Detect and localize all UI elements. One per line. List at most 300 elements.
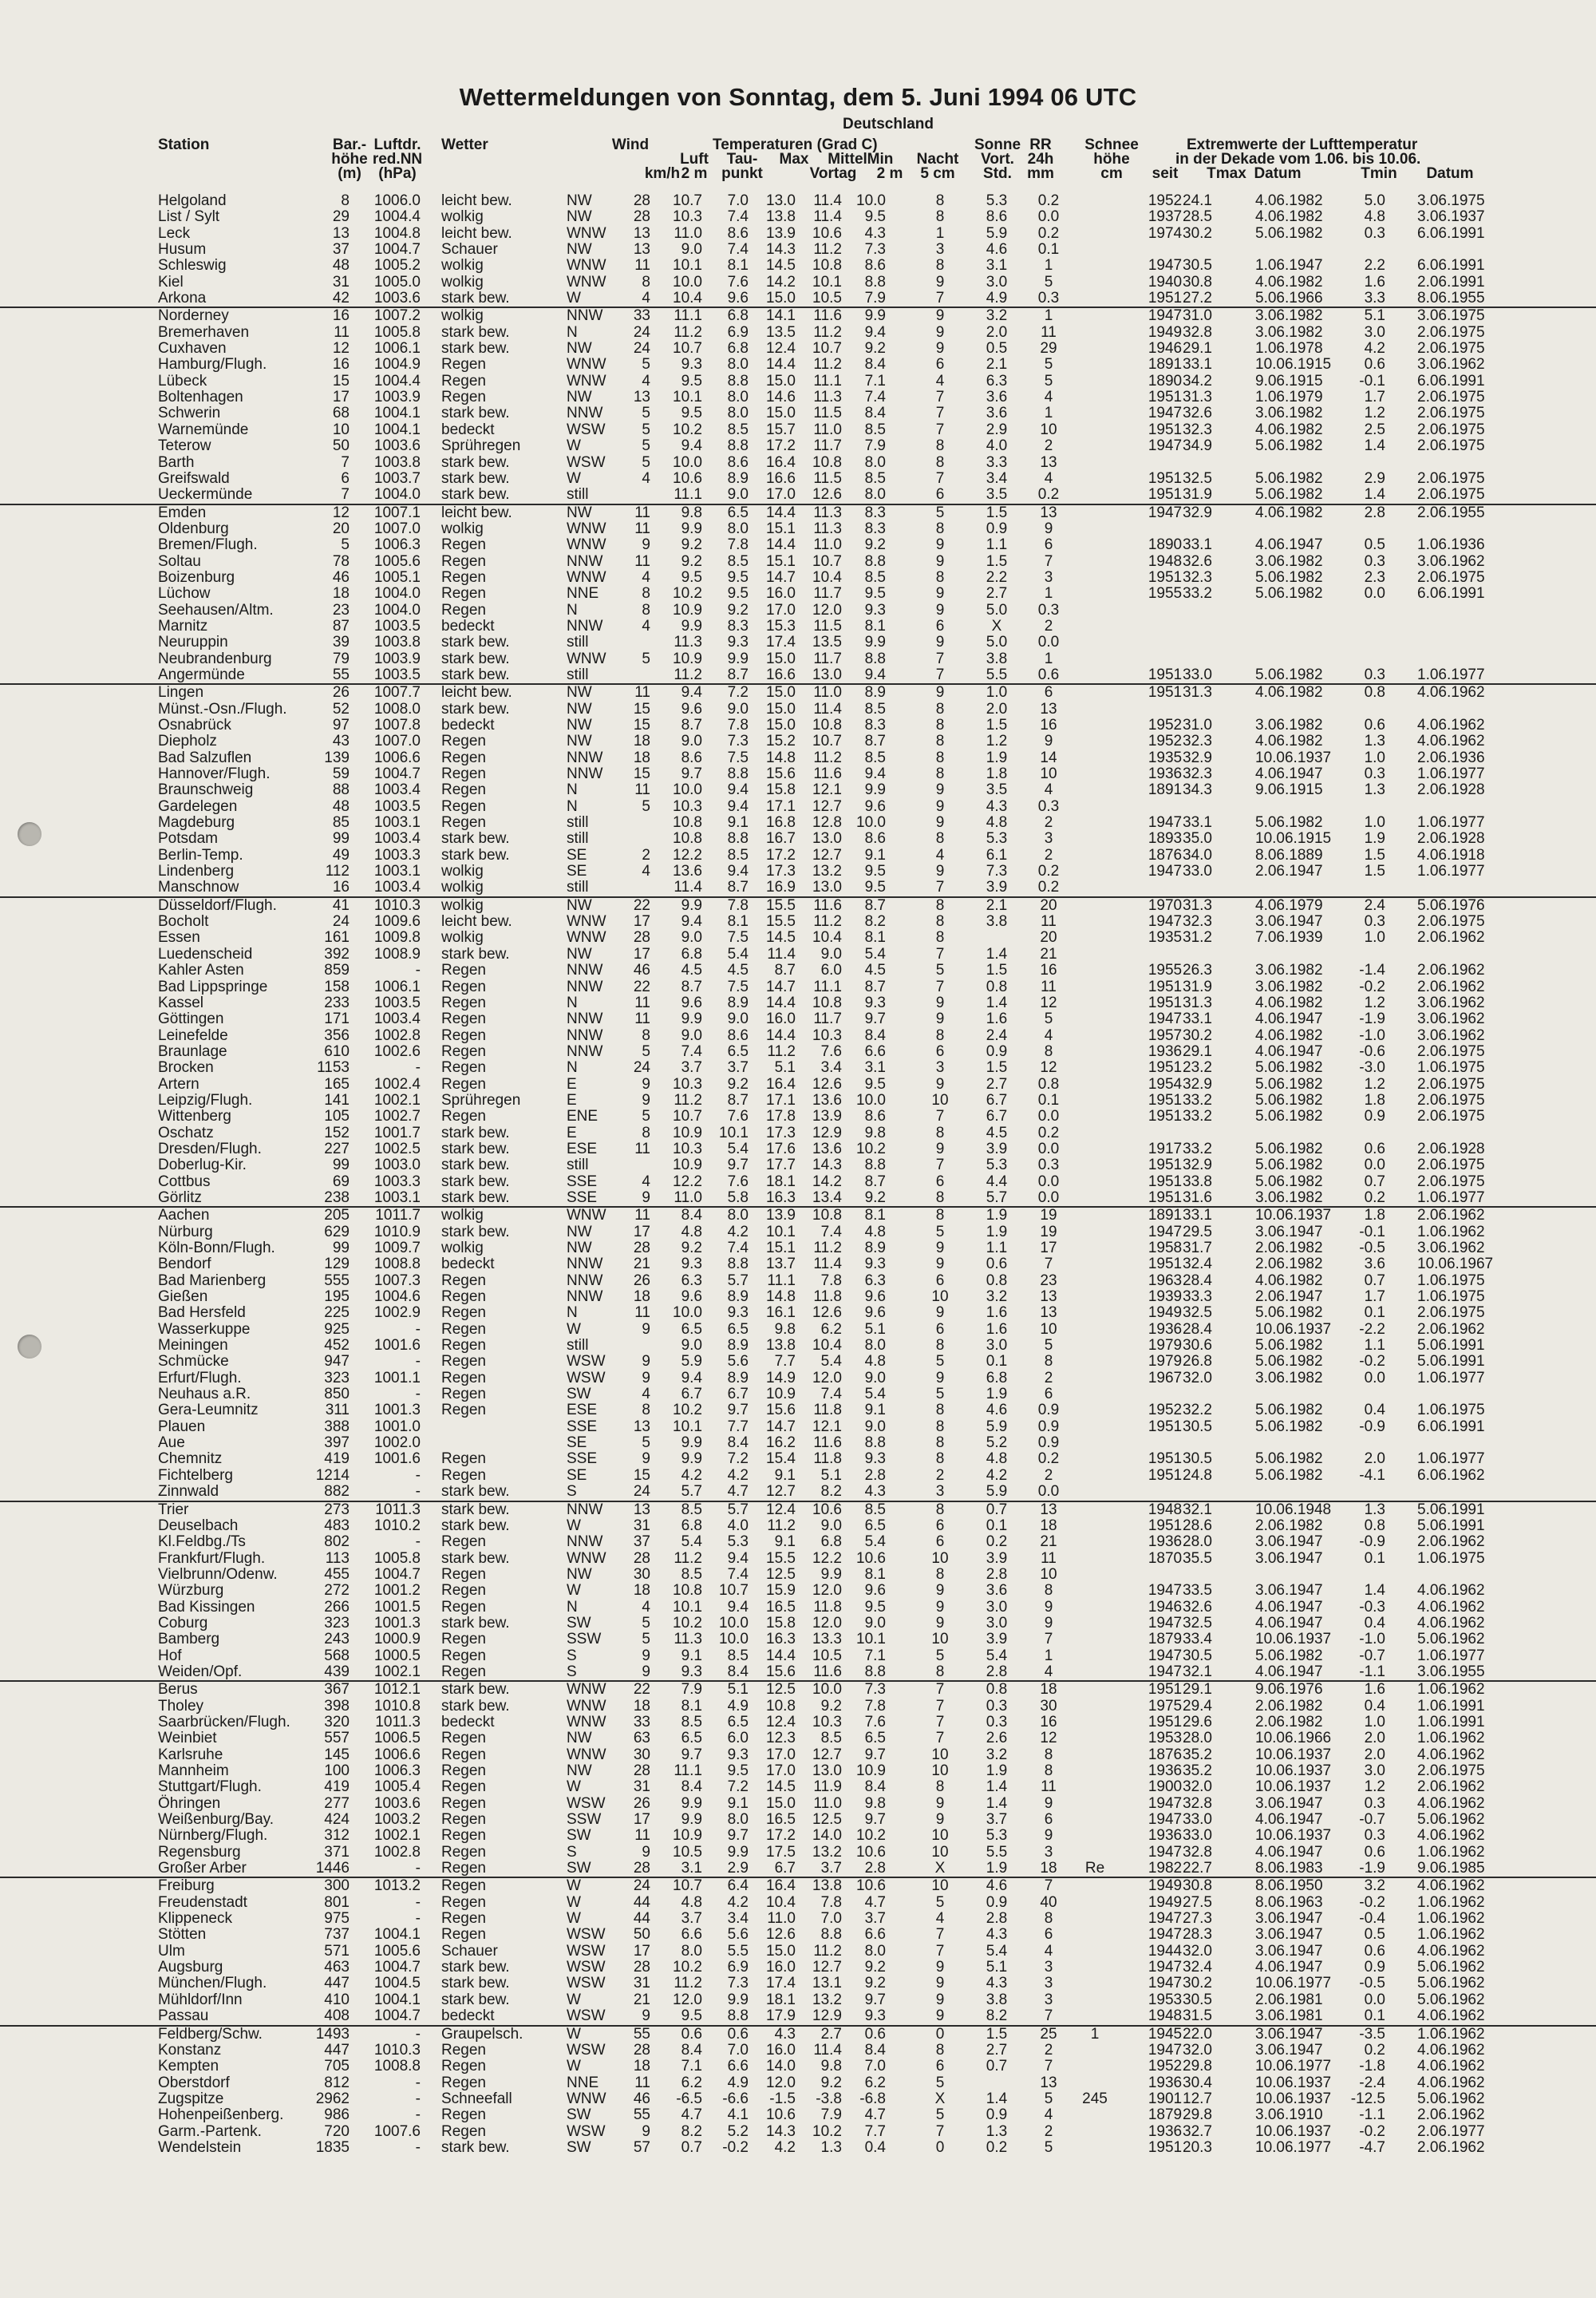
cell-wind-speed: 55 (633, 2106, 650, 2124)
cell-seit: 1937 (1148, 208, 1183, 226)
table-row (0, 405, 1596, 421)
cell-rr: 0.3 (1037, 290, 1060, 307)
cell-luftdruck: 1003.4 (373, 830, 421, 848)
cell-wind-speed: 4 (642, 372, 650, 390)
cell-tmax: 31.7 (1183, 1240, 1212, 1256)
cell-taupunkt: 9.9 (727, 650, 749, 667)
cell-seit: 1940 (1148, 273, 1183, 291)
cell-tmin-datum: 6.06.1991 (1417, 257, 1485, 275)
cell-luftdruck: 1001.0 (373, 1418, 421, 1435)
cell-mittel: 10.7 (812, 733, 842, 750)
cell-wetter: stark bew. (441, 1223, 510, 1240)
cell-station: Freudenstadt (158, 1893, 247, 1911)
cell-tmax-datum: 5.06.1982 (1255, 1173, 1323, 1190)
cell-tmax: 32.6 (1183, 552, 1212, 570)
cell-luft: 10.2 (673, 1402, 702, 1419)
cell-sonne: 8.2 (986, 2007, 1008, 2025)
table-row (0, 750, 1596, 766)
cell-wind-speed: 8 (642, 273, 650, 291)
table-row (0, 1502, 1596, 1518)
cell-mittel: 7.8 (820, 1893, 842, 1911)
cell-luftdruck: 1010.2 (373, 1517, 421, 1534)
cell-tmin-datum: 2.06.1975 (1417, 913, 1485, 931)
cell-tmin: 0.1 (1364, 2007, 1385, 2025)
cell-sonne: 0.2 (986, 2138, 1008, 2156)
cell-luftdruck: 1010.3 (373, 896, 421, 914)
cell-tmax: 33.0 (1183, 1811, 1212, 1829)
cell-wind-speed: 63 (633, 1730, 650, 1747)
cell-rr: 5 (1044, 2138, 1053, 2156)
cell-wetter: Regen (441, 2106, 486, 2124)
cell-station: Aue (158, 1434, 185, 1452)
cell-bar-hoehe: 812 (324, 2074, 350, 2091)
cell-tmin-datum: 1.06.1975 (1417, 1272, 1485, 1289)
cell-station: Göttingen (158, 1011, 224, 1028)
cell-nacht: 3 (935, 1059, 945, 1077)
cell-luftdruck: 1004.1 (373, 1926, 421, 1944)
cell-station: Passau (158, 2007, 209, 2025)
cell-wetter: Regen (441, 601, 486, 619)
cell-mittel: 10.1 (812, 273, 842, 291)
cell-tmin-datum: 2.06.1975 (1417, 405, 1485, 422)
cell-tmax: 31.2 (1183, 929, 1212, 947)
cell-min: 8.0 (864, 1337, 886, 1355)
cell-tmax: 32.3 (1183, 913, 1212, 931)
cell-rr: 8 (1044, 1582, 1053, 1600)
cell-wind-speed: 13 (633, 224, 650, 242)
cell-wind-speed: 5 (642, 650, 650, 667)
cell-seit: 1970 (1148, 896, 1183, 914)
cell-nacht: 9 (935, 1304, 945, 1322)
table-row (0, 1567, 1596, 1583)
cell-taupunkt: 5.8 (727, 1189, 749, 1206)
cell-tmax: 28.4 (1183, 1320, 1212, 1338)
cell-station: Nürnberg/Flugh. (158, 1827, 268, 1845)
cell-seit: 1876 (1148, 846, 1183, 864)
cell-station: Bremerhaven (158, 323, 250, 341)
cell-wind-speed: 11 (634, 1304, 650, 1322)
cell-tmin-datum: 1.06.1977 (1417, 1450, 1485, 1468)
cell-wind-richtung: N (567, 1304, 578, 1322)
cell-tmax-datum: 2.06.1982 (1255, 1713, 1323, 1730)
cell-max: 12.5 (766, 1565, 796, 1583)
cell-sonne: 1.9 (986, 1860, 1008, 1877)
cell-taupunkt: 9.3 (727, 634, 749, 651)
cell-sonne: 8.6 (986, 208, 1008, 226)
table-row (0, 1273, 1596, 1289)
cell-station: Regensburg (158, 1843, 241, 1861)
cell-nacht: 7 (935, 879, 945, 896)
cell-station: Diepholz (158, 733, 217, 750)
cell-mittel: 8.2 (820, 1483, 842, 1501)
cell-max: 14.7 (766, 1418, 796, 1435)
cell-tmin: 1.2 (1364, 994, 1385, 1011)
cell-mittel: 10.4 (812, 929, 842, 947)
cell-wind-speed: 11 (634, 552, 650, 570)
cell-min: 8.5 (864, 421, 886, 438)
cell-luft: 9.1 (681, 1647, 702, 1664)
cell-mittel: 13.9 (812, 1108, 842, 1125)
cell-bar-hoehe: 323 (324, 1369, 350, 1386)
cell-luft: 9.0 (681, 929, 702, 947)
cell-station: Oschatz (158, 1124, 214, 1141)
cell-min: 8.4 (864, 2041, 886, 2059)
cell-wind-speed: 18 (633, 733, 650, 750)
cell-tmin: 0.0 (1364, 1157, 1385, 1174)
cell-tmax-datum: 3.06.1982 (1255, 552, 1323, 570)
cell-rr: 7 (1044, 2058, 1053, 2075)
cell-tmin: 0.3 (1364, 913, 1385, 931)
cell-taupunkt: 7.3 (727, 1975, 749, 1992)
cell-min: 9.3 (864, 2007, 886, 2025)
cell-min: 8.4 (864, 405, 886, 422)
cell-sonne: 1.4 (986, 994, 1008, 1011)
cell-station: Emden (158, 504, 207, 521)
cell-bar-hoehe: 158 (324, 978, 350, 995)
cell-luftdruck: 1003.1 (373, 1189, 421, 1206)
cell-min: 9.7 (864, 1011, 886, 1028)
cell-sonne: 3.6 (986, 405, 1008, 422)
cell-luft: 10.0 (673, 453, 702, 471)
cell-wind-speed: 24 (633, 1483, 650, 1501)
cell-tmin: 5.1 (1364, 307, 1385, 325)
cell-bar-hoehe: 1493 (315, 2025, 350, 2043)
cell-rr: 1 (1044, 585, 1053, 603)
table-row (0, 880, 1596, 896)
cell-mittel: 11.6 (813, 765, 842, 783)
cell-tmax-datum: 10.06.1977 (1255, 2058, 1332, 2075)
cell-wind-speed: 17 (633, 1811, 650, 1829)
cell-max: 13.8 (766, 208, 796, 226)
cell-nacht: 9 (935, 1598, 945, 1616)
cell-station: Neuruppin (158, 634, 228, 651)
cell-wetter: Sprühregen (441, 437, 521, 455)
cell-seit: 1893 (1148, 830, 1183, 848)
table-row (0, 1484, 1596, 1500)
cell-bar-hoehe: 88 (332, 781, 350, 799)
cell-tmin: 0.3 (1364, 224, 1385, 242)
cell-rr: 2 (1044, 2122, 1053, 2140)
cell-seit: 1947 (1148, 1926, 1183, 1944)
cell-tmax-datum: 10.06.1937 (1255, 2122, 1332, 2140)
cell-tmax: 31.3 (1183, 896, 1212, 914)
cell-max: 14.4 (766, 536, 796, 554)
cell-wind-richtung: NW (567, 340, 592, 358)
cell-seit: 1951 (1148, 1418, 1183, 1435)
cell-tmin: -1.0 (1359, 1026, 1385, 1044)
cell-tmax: 30.6 (1183, 1337, 1212, 1355)
cell-wind-richtung: WSW (567, 2007, 606, 2025)
header-seit: seit (1152, 165, 1179, 182)
cell-tmin-datum: 6.06.1991 (1417, 585, 1485, 603)
header-schnee2: höhe (1093, 151, 1130, 168)
cell-tmax: 32.2 (1183, 1402, 1212, 1419)
cell-tmax-datum: 5.06.1982 (1255, 1337, 1323, 1355)
header-tmax: Tmax (1207, 165, 1246, 182)
cell-nacht: 8 (935, 208, 945, 226)
cell-wind-speed: 30 (633, 1565, 650, 1583)
cell-bar-hoehe: 986 (324, 2106, 350, 2124)
cell-wind-richtung: NW (567, 733, 592, 750)
cell-max: 10.9 (766, 1386, 796, 1403)
cell-sonne: 0.6 (986, 1256, 1008, 1273)
cell-min: 8.7 (864, 896, 886, 914)
cell-luftdruck: 1003.8 (373, 453, 421, 471)
cell-wind-speed: 30 (633, 1746, 650, 1763)
cell-wetter: leicht bew. (441, 192, 512, 209)
cell-station: Weiden/Opf. (158, 1663, 243, 1680)
cell-luft: 10.0 (673, 273, 702, 291)
cell-mittel: 11.6 (813, 896, 842, 914)
table-row (0, 1354, 1596, 1370)
cell-station: Seehausen/Altm. (158, 601, 274, 619)
cell-mittel: 11.7 (813, 1011, 842, 1028)
cell-wetter: Regen (441, 797, 486, 815)
cell-max: 18.1 (766, 1173, 796, 1190)
table-row (0, 505, 1596, 521)
cell-wind-richtung: NNE (567, 2074, 599, 2091)
cell-station: Cuxhaven (158, 340, 227, 358)
cell-max: 7.7 (774, 1353, 796, 1370)
cell-wetter: Regen (441, 1288, 486, 1306)
cell-taupunkt: 8.0 (727, 389, 749, 406)
cell-nacht: 9 (935, 863, 945, 880)
cell-max: 13.5 (766, 323, 796, 341)
cell-seit: 1936 (1148, 1827, 1183, 1845)
cell-luftdruck: - (415, 1353, 421, 1370)
cell-taupunkt: 10.0 (719, 1631, 749, 1648)
header-tmin: Tmin (1361, 165, 1397, 182)
cell-tmax: 32.3 (1183, 421, 1212, 438)
cell-luftdruck: 1002.5 (373, 1140, 421, 1157)
cell-station: Arkona (158, 290, 207, 307)
cell-wetter: Regen (441, 1811, 486, 1829)
cell-tmin: -12.5 (1350, 2090, 1385, 2107)
cell-taupunkt: 9.2 (727, 601, 749, 619)
cell-luftdruck: 1000.5 (373, 1647, 421, 1664)
cell-bar-hoehe: 152 (324, 1124, 350, 1141)
cell-taupunkt: 5.3 (727, 1533, 749, 1551)
cell-station: Stötten (158, 1926, 207, 1944)
cell-station: Leipzig/Flugh. (158, 1091, 253, 1109)
cell-min: 8.0 (864, 453, 886, 471)
cell-luft: 8.2 (681, 2122, 702, 2140)
cell-tmax: 31.3 (1183, 994, 1212, 1011)
cell-tmax-datum: 7.06.1939 (1255, 929, 1323, 947)
cell-wind-richtung: WNW (567, 1713, 606, 1730)
cell-nacht: 2 (935, 1466, 945, 1484)
cell-seit: 1947 (1148, 405, 1183, 422)
cell-luft: 6.6 (681, 1926, 702, 1944)
cell-wind-richtung: WNW (567, 224, 606, 242)
cell-luftdruck: 1001.6 (373, 1450, 421, 1468)
cell-wetter: stark bew. (441, 830, 510, 848)
cell-min: 8.4 (864, 1026, 886, 1044)
cell-max: 10.1 (766, 1223, 796, 1240)
cell-wind-richtung: still (567, 814, 589, 832)
cell-tmax: 32.1 (1183, 1501, 1212, 1518)
cell-seit: 1891 (1148, 781, 1183, 799)
cell-mittel: 2.7 (820, 2025, 842, 2043)
cell-seit: 1946 (1148, 1598, 1183, 1616)
cell-taupunkt: 0.6 (727, 2025, 749, 2043)
cell-bar-hoehe: 273 (324, 1501, 350, 1518)
cell-sonne: 1.4 (986, 1778, 1008, 1796)
cell-tmax: 31.0 (1183, 717, 1212, 734)
cell-wetter: stark bew. (441, 1614, 510, 1632)
cell-taupunkt: 8.4 (727, 1663, 749, 1680)
cell-rr: 5 (1044, 356, 1053, 374)
cell-wind-speed: 31 (633, 1778, 650, 1796)
cell-luftdruck: 1002.9 (373, 1304, 421, 1322)
cell-wind-richtung: WNW (567, 273, 606, 291)
cell-tmax: 33.3 (1183, 1288, 1212, 1306)
cell-wind-richtung: WSW (567, 2041, 606, 2059)
cell-mittel: 10.8 (812, 257, 842, 275)
cell-luftdruck: 1003.2 (373, 1811, 421, 1829)
table-row (0, 1451, 1596, 1467)
cell-max: 17.1 (766, 797, 796, 815)
cell-tmin-datum: 5.06.1962 (1417, 1959, 1485, 1976)
cell-nacht: 8 (935, 830, 945, 848)
cell-luftdruck: 1004.6 (373, 1288, 421, 1306)
cell-tmin: -2.4 (1359, 2074, 1385, 2091)
cell-max: 16.8 (766, 814, 796, 832)
cell-wind-speed: 8 (642, 1026, 650, 1044)
cell-taupunkt: 9.7 (727, 1827, 749, 1845)
cell-max: 15.5 (766, 1549, 796, 1567)
cell-rr: 9 (1044, 1827, 1053, 1845)
cell-tmin: 2.9 (1364, 469, 1385, 487)
cell-rr: 11 (1041, 978, 1057, 995)
cell-luft: 4.7 (681, 2106, 702, 2124)
cell-station: Würzburg (158, 1582, 224, 1600)
cell-luftdruck: 1004.0 (373, 585, 421, 603)
cell-luft: 6.7 (681, 1386, 702, 1403)
cell-mittel: 11.4 (813, 192, 842, 209)
cell-rr: 25 (1040, 2025, 1057, 2043)
cell-tmax: 30.5 (1183, 1647, 1212, 1664)
cell-seit: 1951 (1148, 1173, 1183, 1190)
cell-tmin-datum: 2.06.1962 (1417, 1778, 1485, 1796)
cell-max: 15.1 (766, 1240, 796, 1256)
cell-wetter: bedeckt (441, 717, 495, 734)
cell-tmax: 24.8 (1183, 1466, 1212, 1484)
cell-max: 14.5 (766, 257, 796, 275)
cell-wind-richtung: WSW (567, 1794, 606, 1812)
cell-max: 15.6 (766, 765, 796, 783)
cell-luftdruck: 1007.2 (373, 307, 421, 325)
cell-taupunkt: 8.6 (727, 224, 749, 242)
cell-tmax-datum: 5.06.1982 (1255, 486, 1323, 504)
cell-seit: 1947 (1148, 437, 1183, 455)
cell-luft: 10.1 (673, 1418, 702, 1435)
cell-taupunkt: 8.0 (727, 356, 749, 374)
cell-max: 16.7 (766, 830, 796, 848)
cell-luft: 6.8 (681, 1517, 702, 1534)
table-row (0, 1534, 1596, 1550)
cell-seit: 1952 (1148, 717, 1183, 734)
cell-nacht: 9 (935, 585, 945, 603)
cell-min: 9.6 (864, 1304, 886, 1322)
cell-nacht: 9 (935, 323, 945, 341)
cell-wind-richtung: SW (567, 2106, 591, 2124)
cell-wind-speed: 4 (642, 290, 650, 307)
cell-wind-richtung: still (567, 830, 589, 848)
cell-seit: 1917 (1148, 1140, 1183, 1157)
cell-wetter: Regen (441, 389, 486, 406)
cell-tmin: 3.0 (1364, 1762, 1385, 1779)
cell-station: List / Sylt (158, 208, 220, 226)
cell-rr: 0.9 (1037, 1418, 1060, 1435)
cell-station: Artern (158, 1075, 200, 1093)
cell-tmin-datum: 1.06.1962 (1417, 1223, 1485, 1240)
cell-seit: 1951 (1148, 290, 1183, 307)
cell-max: 13.7 (766, 1256, 796, 1273)
cell-tmax-datum: 5.06.1982 (1255, 814, 1323, 832)
cell-bar-hoehe: 12 (332, 340, 350, 358)
cell-luftdruck: 1004.0 (373, 601, 421, 619)
table-row (0, 1911, 1596, 1927)
cell-wetter: wolkig (441, 896, 484, 914)
cell-max: 14.0 (766, 2058, 796, 2075)
cell-min: 7.4 (864, 389, 886, 406)
cell-max: 17.7 (766, 1157, 796, 1174)
cell-rr: 0.2 (1037, 486, 1060, 504)
table-row (0, 390, 1596, 405)
cell-tmin: 2.5 (1364, 421, 1385, 438)
cell-wind-richtung: SSE (567, 1189, 598, 1206)
cell-tmax-datum: 10.06.1937 (1255, 1320, 1332, 1338)
cell-station: Fichtelberg (158, 1466, 233, 1484)
cell-wind-speed: 9 (642, 1189, 650, 1206)
cell-nacht: 6 (935, 1173, 945, 1190)
cell-luftdruck: 1005.8 (373, 323, 421, 341)
cell-wind-speed: 5 (642, 1614, 650, 1632)
cell-seit: 1879 (1148, 2106, 1183, 2124)
cell-min: 8.5 (864, 469, 886, 487)
cell-min: 9.7 (864, 1811, 886, 1829)
cell-nacht: 3 (935, 241, 945, 259)
cell-min: 8.6 (864, 257, 886, 275)
cell-mittel: 14.0 (812, 1827, 842, 1845)
cell-mittel: 11.3 (813, 389, 842, 406)
cell-tmin: 0.2 (1364, 2041, 1385, 2059)
cell-bar-hoehe: 79 (332, 650, 350, 667)
cell-tmax: 32.5 (1183, 1614, 1212, 1632)
cell-sonne: 3.9 (986, 1549, 1008, 1567)
header-temp-title: Temperaturen (Grad C) (713, 136, 878, 153)
cell-max: 15.6 (766, 1402, 796, 1419)
header-luftdr: Luftdr. (373, 136, 421, 153)
cell-mittel: 14.3 (812, 1157, 842, 1174)
cell-bar-hoehe: 99 (332, 1157, 350, 1174)
cell-bar-hoehe: 371 (324, 1843, 350, 1861)
cell-seit: 1951 (1148, 1450, 1183, 1468)
cell-wetter: stark bew. (441, 340, 510, 358)
cell-wetter: Regen (441, 1450, 486, 1468)
cell-min: 9.8 (864, 1794, 886, 1812)
cell-taupunkt: 9.4 (727, 781, 749, 799)
cell-max: 9.8 (774, 1320, 796, 1338)
cell-min: 8.9 (864, 1240, 886, 1256)
cell-rr: 4 (1044, 2106, 1053, 2124)
cell-min: 10.6 (856, 1549, 886, 1567)
cell-mittel: 12.9 (812, 1124, 842, 1141)
cell-luft: 6.3 (681, 1272, 702, 1289)
cell-wind-richtung: NNW (567, 1288, 603, 1306)
cell-min: 9.9 (864, 781, 886, 799)
